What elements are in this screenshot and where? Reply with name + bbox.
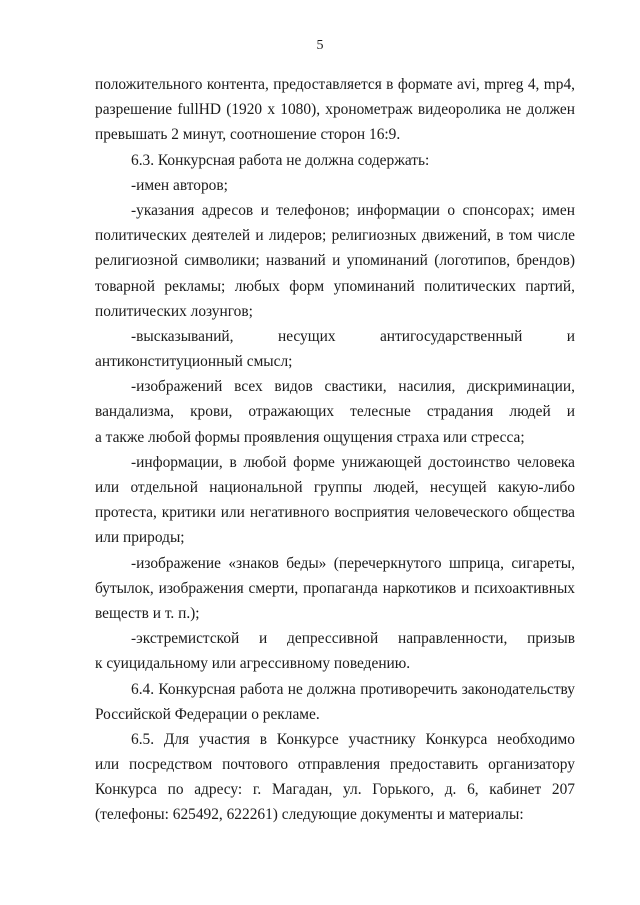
text-line: вандализма, крови, отражающих телесные страдания людей и (95, 403, 575, 421)
text-line: или природы; (95, 529, 185, 547)
text-line: религиозной символики; названий и упоминаний (логотипов, брендов) (95, 252, 575, 270)
text-line: разрешение fullHD (1920 x 1080), хронометраж видеоролика не должен (95, 101, 575, 119)
text-line: политических деятелей и лидеров; религиозных движений, в том числе (95, 227, 575, 245)
text-line: -имен авторов; (131, 176, 228, 194)
text-line: политических лозунгов; (95, 302, 253, 320)
text-line: антиконституционный смысл; (95, 353, 293, 371)
text-line: -экстремистской и депрессивной направленности, призыв (131, 630, 575, 648)
text-line: Российской Федерации о рекламе. (95, 705, 320, 723)
text-line: или отдельной национальной группы людей, несущей какую-либо (95, 479, 575, 496)
page-number: 5 (316, 38, 324, 53)
text-line: положительного контента, предоставляется в формате avi, mpreg 4, mp4, (95, 76, 575, 93)
text-line: к суицидальному или агрессивному поведению. (95, 655, 411, 673)
text-line: протеста, критики или негативного восприятия человеческого общества (95, 504, 575, 522)
document-body (95, 72, 575, 828)
text-line: -указания адресов и телефонов; информации о спонсорах; имен (131, 201, 575, 219)
text-line: 6.5. Для участия в Конкурсе участнику Конкурса необходимо (131, 730, 575, 748)
text-line: или посредством почтового отправления предоставить организатору (95, 756, 575, 774)
text-line: -изображений всех видов свастики, насилия, дискриминации, (131, 378, 575, 396)
text-line: 6.4. Конкурсная работа не должна противоречить законодательству (131, 680, 575, 698)
text-line: веществ и т. п.); (95, 604, 200, 622)
text-line: -изображение «знаков беды» (перечеркнутого шприца, сигареты, (131, 554, 575, 572)
text-line: а также любой формы проявления ощущения страха или стресса; (95, 428, 525, 446)
text-line: 6.3. Конкурсная работа не должна содержать: (131, 151, 430, 169)
text-line: -информации, в любой форме унижающей достоинство человека (131, 453, 575, 471)
text-line: -высказываний, несущих антигосударственный и (131, 327, 575, 345)
text-line: товарной рекламы; любых форм упоминаний политических партий, (95, 277, 575, 295)
text-line: (телефоны: 625492, 622261) следующие документы и материалы: (95, 806, 524, 824)
text-line: Конкурса по адресу: г. Магадан, ул. Горького, д. 6, кабинет 207 (95, 781, 575, 799)
text-line: превышать 2 минут, соотношение сторон 16:9. (95, 126, 401, 144)
text-line: бутылок, изображения смерти, пропаганда наркотиков и психоактивных (95, 579, 575, 597)
